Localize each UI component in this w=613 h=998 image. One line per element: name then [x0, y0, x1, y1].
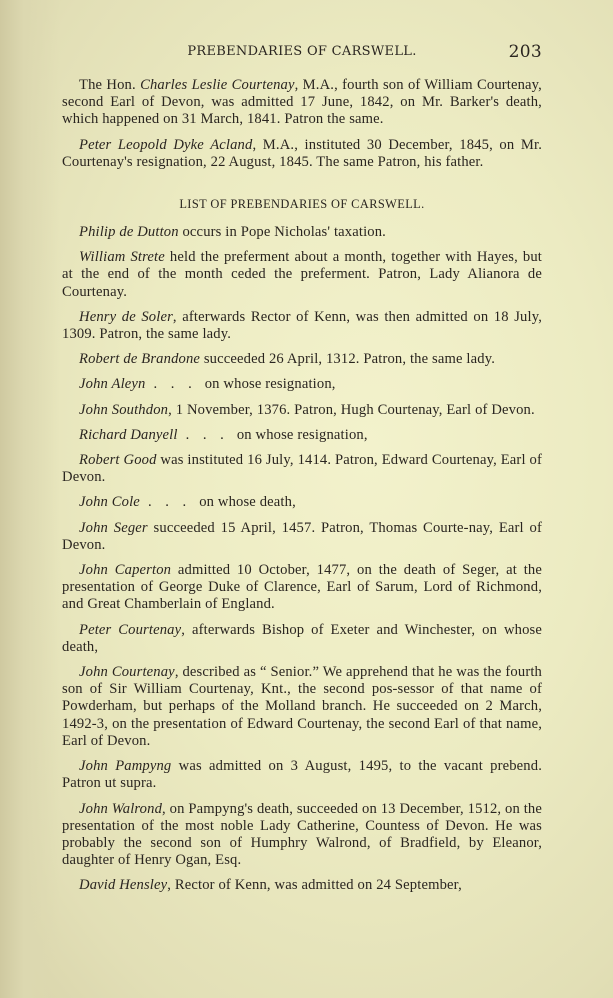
- ellipsis-dots: . . .: [147, 494, 192, 511]
- list-entry: [62, 801, 542, 870]
- list-entry: [62, 758, 542, 792]
- prebendaries-list: [62, 224, 542, 895]
- list-entry: [62, 376, 542, 393]
- person-name: Charles Leslie Courtenay: [140, 77, 295, 93]
- section-heading: LIST OF PREBENDARIES OF CARSWELL.: [179, 197, 425, 212]
- list-entry: [62, 427, 542, 444]
- list-entry: [62, 562, 542, 614]
- person-name: John Cole: [79, 494, 140, 511]
- list-entry: [62, 520, 542, 554]
- entry-text: , 1 November, 1376. Patron, Hugh Courtenay, Earl of Devon.: [168, 401, 535, 418]
- binding-shadow: [0, 0, 60, 998]
- person-name: Philip de Dutton: [79, 224, 179, 241]
- entry-text: on whose resignation,: [236, 426, 368, 443]
- entry-text: held the preferment about a month, together with Hayes, but at the end of the month ceded the preferment. Patron, Lady Alianora de Courtenay.: [62, 249, 542, 300]
- book-page: [62, 44, 542, 895]
- entry-text: succeeded 15 April, 1457. Patron, Thomas Courte-nay, Earl of Devon.: [62, 519, 543, 553]
- entry-text: occurs in Pope Nicholas' taxation.: [178, 224, 386, 241]
- page-number: 203: [508, 42, 542, 62]
- entry-text: was admitted on 3 August, 1495, to the vacant prebend. Patron ut supra.: [62, 758, 543, 792]
- ellipsis-dots: . . .: [185, 426, 229, 443]
- list-entry: [62, 877, 542, 894]
- list-entry: [62, 622, 542, 656]
- intro-paragraph: [62, 77, 542, 129]
- person-name: John Walrond: [79, 800, 163, 817]
- list-entry: [62, 309, 542, 343]
- entry-text: , Rector of Kenn, was admitted on 24 September,: [167, 877, 462, 894]
- person-name: David Hensley: [79, 877, 168, 894]
- person-name: William Strete: [79, 249, 165, 266]
- entry-text: , M.A., instituted 30 December, 1845, on Mr. Courtenay's resignation, 22 August, 1845. The same Patron, his father.: [62, 136, 542, 170]
- entry-text: admitted 10 October, 1477, on the death of Seger, at the presentation of George Duke of Clarence, Earl of Sarum, Lord of Richmond, and Great Chamberlain of England.: [62, 562, 542, 613]
- person-name: John Southdon: [79, 401, 169, 418]
- list-entry: [62, 402, 542, 419]
- person-name: Peter Leopold Dyke Acland: [79, 136, 253, 153]
- person-name: Richard Danyell: [79, 426, 178, 443]
- person-name: John Aleyn: [79, 376, 146, 393]
- person-name: Henry de Soler: [79, 308, 173, 325]
- entry-text: was instituted 16 July, 1414. Patron, Edward Courtenay, Earl of Devon.: [62, 452, 542, 486]
- intro-paragraph: [62, 137, 542, 171]
- person-name: John Seger: [79, 519, 148, 536]
- entry-prefix: The Hon.: [79, 77, 141, 93]
- list-entry: [62, 494, 542, 511]
- entry-text: , described as “ Senior.” We apprehend that he was the fourth son of Sir William Courtenay, Knt., the second pos-sessor of that name of Powderham, but perhaps of the Molland branch. He succeeded on 2 March, 1492-3, on the presentation of Edward Courtenay, the second Earl of that name, Earl of Devon.: [62, 664, 542, 749]
- list-entry: [62, 224, 542, 241]
- person-name: Peter Courtenay: [79, 621, 182, 638]
- list-entry: [62, 249, 542, 301]
- entry-text: , on Pampyng's death, succeeded on 13 December, 1512, on the presentation of the most noble Lady Catherine, Countess of Devon. He was probably the second son of Humphry Walrond, of Bradfield, by Eleanor, daughter of Henry Ogan, Esq.: [62, 800, 543, 869]
- entry-text: succeeded 26 April, 1312. Patron, the same lady.: [200, 351, 496, 368]
- list-entry: [62, 351, 542, 368]
- person-name: Robert Good: [79, 452, 157, 469]
- person-name: John Courtenay: [79, 664, 175, 681]
- entry-text: on whose resignation,: [204, 376, 336, 393]
- person-name: John Pampyng: [79, 758, 172, 775]
- entry-text: on whose death,: [199, 494, 296, 511]
- ellipsis-dots: . . .: [153, 376, 197, 393]
- entry-text: , M.A., fourth son of William Courtenay, second Earl of Devon, was admitted 17 June, 1842, on Mr. Barker's death, which happened on 31 March, 1841. Patron the same.: [62, 77, 542, 128]
- running-head: [62, 44, 542, 64]
- list-entry: [62, 452, 542, 486]
- person-name: Robert de Brandone: [79, 351, 201, 368]
- entry-text: , afterwards Bishop of Exeter and Winchester, on whose death,: [62, 621, 542, 655]
- running-title: PREBENDARIES OF CARSWELL.: [187, 44, 417, 59]
- entry-text: , afterwards Rector of Kenn, was then admitted on 18 July, 1309. Patron, the same lady.: [62, 308, 542, 343]
- person-name: John Caperton: [79, 562, 172, 579]
- list-entry: [62, 664, 542, 750]
